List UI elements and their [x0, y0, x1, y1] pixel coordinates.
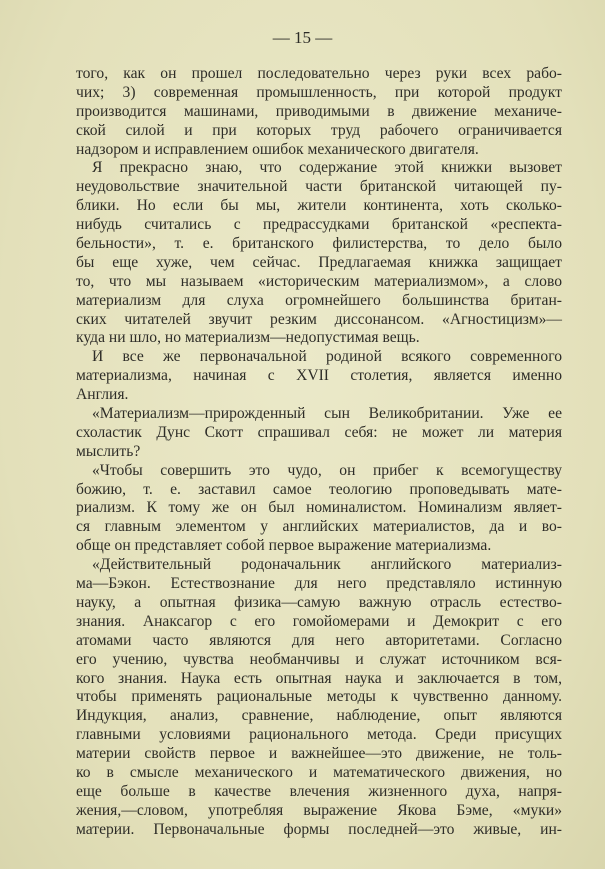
text-line: главными условиями рационального метода. Среди присущих: [76, 726, 562, 744]
text-line: материи. Первоначальные формы последней—это живые, ин-: [76, 820, 562, 838]
text-line: материализм для слуха огромнейшего большинства британ-: [76, 291, 562, 309]
text-line: ко в смысле механического и математического движения, но: [76, 763, 562, 781]
text-line: того, как он прошел последовательно через руки всех рабо-: [76, 65, 562, 82]
text-line: бельности», т. е. британского филистерства, то дело было: [76, 235, 562, 253]
text-line: «Чтобы совершить это чудо, он прибег к всемогуществу: [92, 461, 562, 479]
text-line: мыслить?: [76, 442, 141, 460]
text-line: чих; 3) современная промышленность, при которой продукт: [76, 83, 562, 101]
text-line: знания. Анаксагор с его гомойомерами и Демокрит с его: [76, 612, 562, 630]
text-line: производится машинами, приводимыми в движение механиче-: [76, 102, 562, 120]
text-line: ских читателей звучит резким диссонансом. «Агностицизм»—: [76, 310, 562, 328]
text-line: науку, а опытная физика—самую важную отрасль естество-: [76, 593, 562, 611]
text-line: Индукция, анализ, сравнение, наблюдение, опыт являются: [76, 707, 562, 725]
text-line: то, что мы называем «историческим материализмом», а слово: [76, 272, 562, 290]
text-line: нибудь считались с предрассудками британской «респекта-: [76, 216, 562, 234]
text-line: еще больше в качестве влечения жизненного духа, напря-: [76, 782, 562, 800]
body-text: [76, 65, 562, 840]
text-line: «Действительный родоначальник английского материализ-: [92, 556, 562, 574]
text-line: блики. Но если бы мы, жители континента, хоть сколько-: [76, 197, 562, 215]
text-line: материи свойств первое и важнейшее—это движение, не толь-: [76, 745, 562, 763]
text-line: божию, т. е. заставил самое теологию проповедывать мате-: [76, 480, 562, 498]
text-line: Я прекрасно знаю, что содержание этой книжки вызовет: [92, 159, 562, 177]
text-line: материализма, начиная с XVII столетия, является именно: [76, 367, 562, 385]
page-number: — 15 —: [272, 28, 333, 47]
text-line: ся главным элементом у английских материалистов, да и во-: [76, 518, 562, 536]
text-line: неудовольствие значительной части британской читающей пу-: [76, 178, 562, 196]
text-line: кого знания. Наука есть опытная наука и заключается в том,: [76, 669, 562, 687]
text-line: его учению, чувства необманчивы и служат источником вся-: [76, 650, 562, 668]
text-line: И все же первоначальной родиной всякого современного: [92, 348, 562, 366]
text-line: ской силой и при которых труд рабочего ограничивается: [76, 121, 562, 139]
text-line: бы еще хуже, чем сейчас. Предлагаемая книжка защищает: [76, 253, 562, 271]
text-line: жения,—словом, употребляя выражение Якова Бэме, «муки»: [76, 801, 562, 819]
text-line: ма—Бэкон. Естествознание для него представляло истинную: [76, 575, 562, 593]
text-line: чтобы применять рациональные методы к чувственно данному.: [76, 688, 562, 706]
text-line: риализм. К тому же он был номиналистом. Номинализм являет-: [76, 499, 562, 517]
text-line: надзором и исправлением ошибок механического двигателя.: [76, 140, 479, 158]
text-line: «Материализм—прирожденный сын Великобритании. Уже ее: [92, 405, 562, 423]
text-line: атомами часто являются для него авторитетами. Согласно: [76, 631, 562, 649]
text-line: схоластик Дунс Скотт спрашивал себя: не может ли материя: [76, 423, 562, 441]
text-line: обще он представляет собой первое выражение материализма.: [76, 537, 492, 555]
text-line: Англия.: [76, 386, 129, 404]
text-line: куда ни шло, но материализм—недопустимая вещь.: [76, 329, 420, 347]
